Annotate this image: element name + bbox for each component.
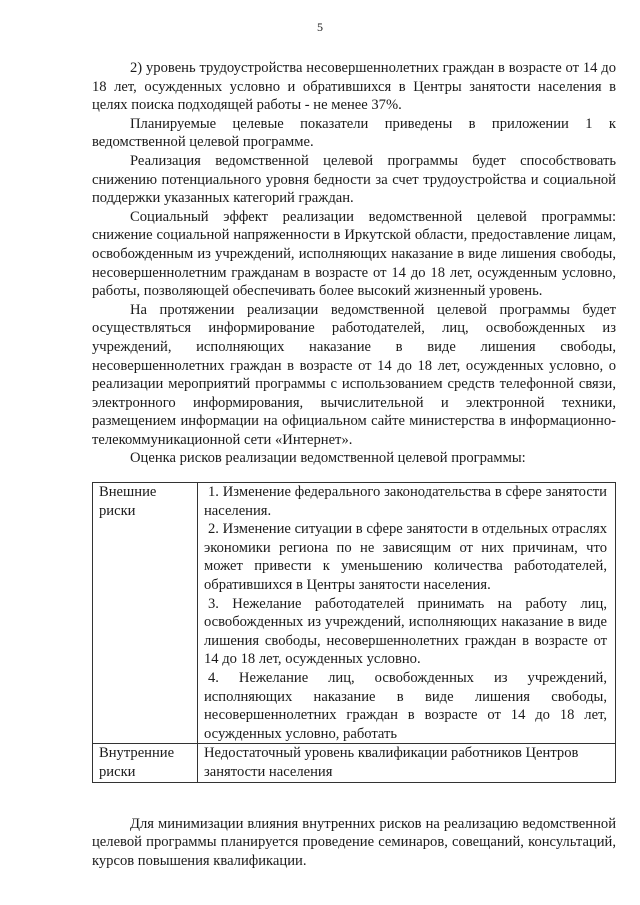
paragraph-social-effect: Социальный эффект реализации ведомственной целевой программы: снижение социальной напряженности в Иркутской области, предоставление лицам, освобожденным из учреждений, исполняющих наказание в виде лишения свободы, несовершеннолетним гражданам в возрасте от 14 до 18 лет, осужденным условно, работы, позволяющей обеспечивать более высокий жизненный уровень. (92, 208, 616, 300)
risk-item: 2. Изменение ситуации в сфере занятости в отдельных отраслях экономики региона по не зависящим от них причинам, что может привести к уменьшению количества работодателей, обратившихся в Центры занятости населения. (204, 521, 607, 594)
paragraph-risk-assessment-heading: Оценка рисков реализации ведомственной целевой программы: (130, 450, 526, 467)
risks-table (92, 482, 616, 783)
paragraph-employment-level: 2) уровень трудоустройства несовершеннолетних граждан в возрасте от 14 до 18 лет, осужденных условно и обратившихся в Центры занятости населения в целях поиска подходящей работы - не менее 37%. (92, 60, 616, 114)
table-row-internal-risks (93, 744, 616, 782)
paragraph-risk-mitigation: Для минимизации влияния внутренних рисков на реализацию ведомственной целевой программы планируется проведение семинаров, совещаний, консультаций, курсов повышения квалификации. (92, 815, 616, 869)
page-number: 5 (317, 20, 323, 34)
risk-item: 4. Нежелание лиц, освобожденных из учреждений, исполняющих наказание в виде лишения свободы, несовершеннолетних граждан в возрасте от 14 до 18 лет, осужденных условно, работать (204, 670, 607, 742)
external-risks-list (198, 483, 616, 744)
table-row-external-risks (93, 483, 616, 744)
risk-item: 1. Изменение федерального законодательства в сфере занятости населения. (204, 484, 607, 519)
page-content (92, 59, 616, 870)
paragraph-target-indicators: Планируемые целевые показатели приведены в приложении 1 к ведомственной целевой программе. (92, 115, 616, 151)
internal-risks-text: Недостаточный уровень квалификации работников Центров занятости населения (198, 744, 616, 782)
paragraph-informing: На протяжении реализации ведомственной целевой программы будет осуществляться информирование работодателей, лиц, освобожденных из учреждений, исполняющих наказание в виде лишения свободы, несовершеннолетних граждан в возрасте от 14 до 18 лет, осужденных условно, о реализации мероприятий программы с использованием средств телефонной связи, электронного информирования, вычислительной и электронной техники, размещением информации на официальном сайте министерства в информационно-телекоммуникационной сети «Интернет». (92, 301, 616, 448)
paragraph-poverty-reduction: Реализация ведомственной целевой программы будет способствовать снижению потенциального уровня бедности за счет трудоустройства и социальной поддержки указанных категорий граждан. (92, 152, 616, 207)
risk-item: 3. Нежелание работодателей принимать на работу лиц, освобожденных из учреждений, исполняющих наказание в виде лишения свободы, несовершеннолетних граждан в возрасте от 14 до 18 лет, осужденных условно. (204, 595, 607, 668)
internal-risks-label: Внутренние риски (93, 744, 198, 782)
external-risks-label: Внешние риски (93, 483, 198, 744)
